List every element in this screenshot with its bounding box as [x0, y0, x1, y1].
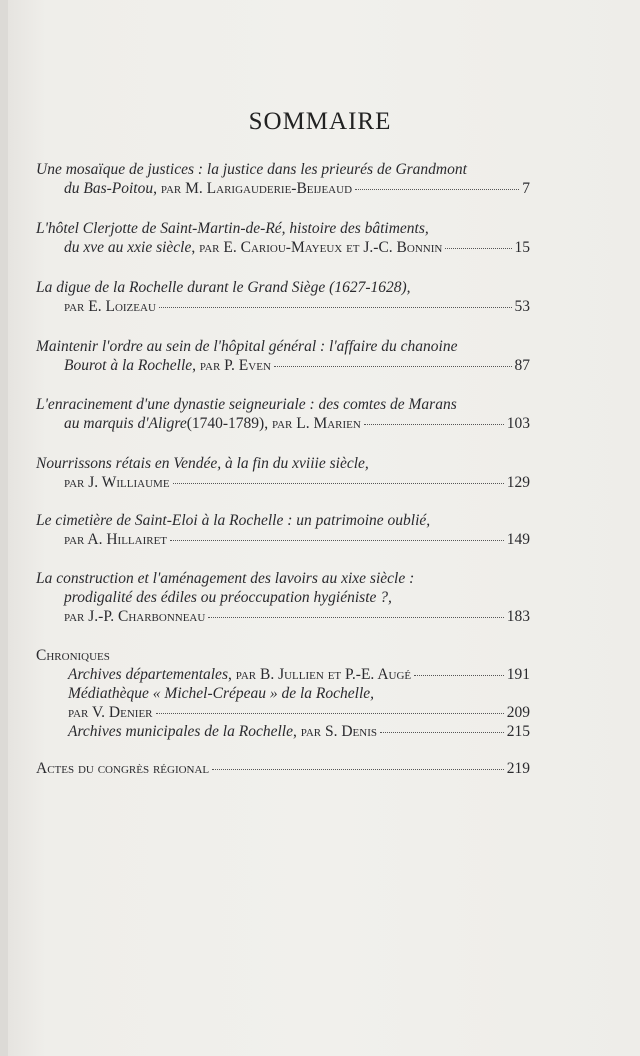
page-number: 103: [506, 415, 530, 432]
leader-dots: [159, 306, 512, 308]
chronique-item: [36, 684, 530, 703]
entry-author: , par M. Larigauderie-Beijeaud: [153, 180, 353, 197]
entry-author: par A. Hillairet: [64, 531, 168, 548]
entry-title-line2: [36, 356, 530, 375]
entry-title-line1: Nourrissons rétais en Vendée, à la fin du xviiie siècle,: [36, 455, 369, 472]
leader-dots: [355, 188, 519, 190]
entry-title-line2: [36, 297, 530, 316]
chronique-author: , par S. Denis: [292, 723, 377, 740]
actes-line: [36, 759, 530, 778]
leader-dots: [380, 731, 504, 733]
entry-title-line2: [36, 530, 530, 549]
leader-dots: [170, 539, 504, 541]
leader-dots: [212, 768, 504, 770]
toc-entry: [36, 278, 530, 316]
toc-entry: [36, 219, 530, 257]
toc-entry: [36, 569, 530, 626]
entry-author: par J. Williaume: [64, 474, 170, 491]
entry-title-line2: [36, 179, 530, 198]
leader-dots: [173, 482, 504, 484]
entry-author: par J.-P. Charbonneau: [64, 608, 206, 625]
section-heading: Chroniques: [36, 647, 110, 664]
entry-author: , par P. Even: [192, 357, 271, 374]
entry-title-cont: du Bas-Poitou: [64, 180, 154, 197]
entry-title-line3: [36, 607, 530, 626]
leader-dots: [274, 365, 512, 367]
chronique-title: Médiathèque « Michel-Crépeau » de la Rochelle,: [68, 685, 375, 702]
page-number: 215: [506, 723, 530, 740]
chronique-item: [36, 665, 530, 684]
page-number: 209: [506, 704, 530, 721]
entry-title-line1: L'hôtel Clerjotte de Saint-Martin-de-Ré, histoire des bâtiments,: [36, 220, 429, 237]
entry-title-line1: Maintenir l'ordre au sein de l'hôpital général : l'affaire du chanoine: [36, 338, 458, 355]
entry-title-line1: La construction et l'aménagement des lavoirs au xixe siècle :: [36, 570, 415, 587]
page-number: 191: [506, 666, 530, 683]
entry-title-line2: [36, 238, 530, 257]
page-number: 87: [514, 357, 530, 374]
leader-dots: [364, 423, 504, 425]
leader-dots: [208, 616, 503, 618]
page-number: 53: [514, 298, 530, 315]
entry-author: , par E. Cariou-Mayeux et J.-C. Bonnin: [191, 239, 443, 256]
entry-author: (1740-1789), par L. Marien: [186, 415, 361, 432]
page-number: 15: [514, 239, 530, 256]
entry-title-cont: du xve au xxie siècle: [64, 239, 192, 256]
leader-dots: [414, 674, 504, 676]
entry-title-line1: La digue de la Rochelle durant le Grand Siège (1627-1628),: [36, 279, 411, 296]
entry-title-cont: au marquis d'Aligre: [64, 415, 187, 432]
chronique-author: par V. Denier: [68, 704, 153, 721]
toc-entry: [36, 395, 530, 433]
chronique-item: [36, 722, 530, 741]
toc-entry: [36, 160, 530, 198]
chronique-title: Archives départementales: [68, 666, 228, 683]
leader-dots: [445, 247, 511, 249]
page-number: 7: [522, 180, 530, 197]
actes-entry: [36, 759, 530, 778]
actes-label: Actes du congrès régional: [36, 760, 210, 777]
entry-title-cont: Bourot à la Rochelle: [64, 357, 193, 374]
entry-title-line2: prodigalité des édiles ou préoccupation hygiéniste ?,: [64, 589, 392, 606]
entry-title-line1: L'enracinement d'une dynastie seigneuriale : des comtes de Marans: [36, 396, 457, 413]
page-number: 129: [506, 474, 530, 491]
entry-title-line2: [36, 473, 530, 492]
toc-entry: [36, 511, 530, 549]
page-number: 183: [506, 608, 530, 625]
entry-author: par E. Loizeau: [64, 298, 156, 315]
leader-dots: [156, 712, 504, 714]
chronique-title: Archives municipales de la Rochelle: [68, 723, 293, 740]
chronique-author: , par B. Jullien et P.-E. Augé: [227, 666, 412, 683]
toc-entry: [36, 454, 530, 492]
page-title: SOMMAIRE: [248, 108, 392, 135]
entry-title-line1: Une mosaïque de justices : la justice dans les prieurés de Grandmont: [36, 161, 467, 178]
chronique-item-cont: [36, 703, 530, 722]
toc-entry: [36, 337, 530, 375]
entry-title-line2: [36, 414, 530, 433]
entry-title-line1: Le cimetière de Saint-Eloi à la Rochelle : un patrimoine oublié,: [36, 512, 431, 529]
page-number: 219: [506, 760, 530, 777]
page-number: 149: [506, 531, 530, 548]
chroniques-section: [36, 646, 530, 741]
